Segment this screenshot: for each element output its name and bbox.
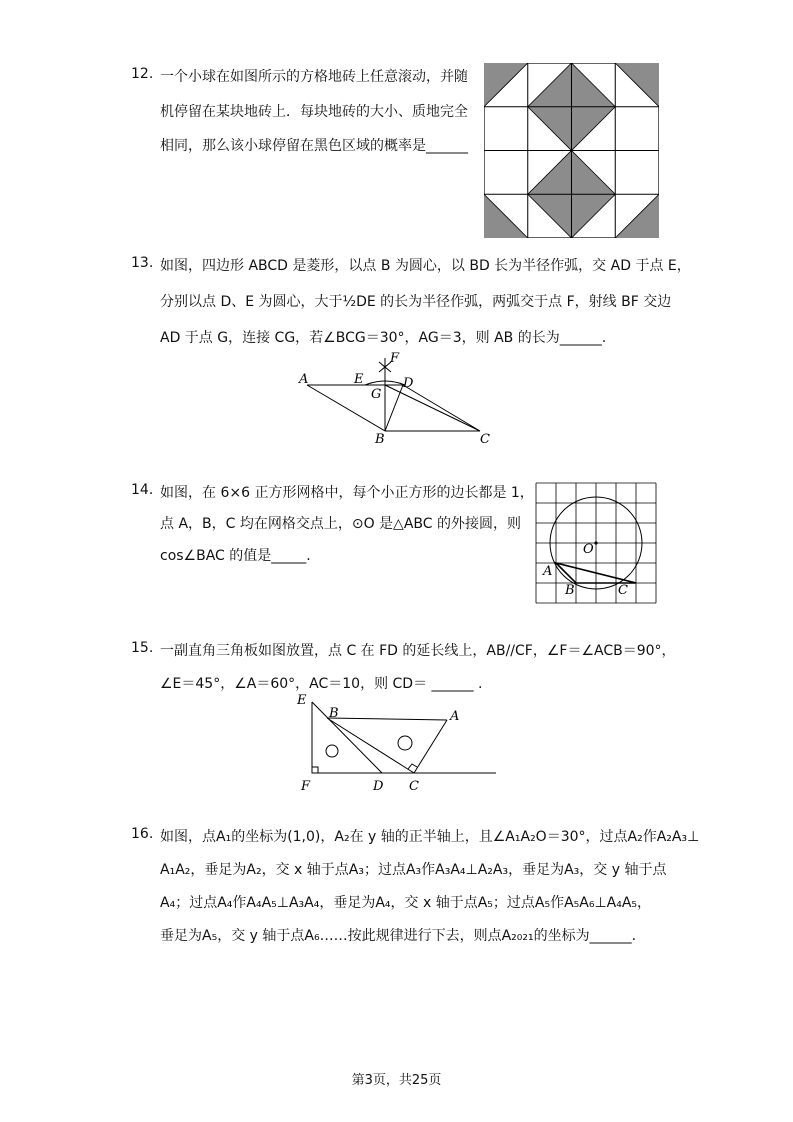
point-label-C: C xyxy=(480,432,490,447)
question-number: 15. xyxy=(131,640,154,656)
question-text-line: cos∠BAC 的值是_____. xyxy=(160,548,311,564)
question-number: 12. xyxy=(131,66,154,82)
rhombus-figure xyxy=(295,350,505,448)
point-label-E: E xyxy=(297,693,307,708)
point-label-A: A xyxy=(299,372,309,387)
question-number: 14. xyxy=(131,482,154,498)
point-label-B: B xyxy=(375,432,385,447)
tile-floor-figure xyxy=(484,63,659,238)
question-text-line: 如图，点A₁的坐标为(1,0)，A₂在 y 轴的正半轴上，且∠A₁A₂O＝30°，过点A₂作A₂A₃⊥ xyxy=(160,829,700,845)
question-text-line: 机停留在某块地砖上．每块地砖的大小、质地完全 xyxy=(160,104,468,120)
point-label-E: E xyxy=(354,372,364,387)
question-text-line: 点 A，B，C 均在网格交点上，⊙O 是△ABC 的外接圆，则 xyxy=(160,516,521,532)
point-label-A: A xyxy=(450,709,460,724)
question-text-line: A₄；过点A₄作A₄A₅⊥A₃A₄，垂足为A₄，交 x 轴于点A₅；过点A₅作A₅A₆⊥A₄A₅， xyxy=(160,895,652,911)
question-text-line: 相同，那么该小球停留在黑色区域的概率是______ xyxy=(160,138,468,154)
point-label-C: C xyxy=(618,583,628,598)
point-label-C: C xyxy=(409,779,419,794)
set-squares-figure xyxy=(292,690,502,794)
point-label-A: A xyxy=(543,564,553,579)
question-text-line: 如图，四边形 ABCD 是菱形，以点 B 为圆心，以 BD 长为半径作弧，交 AD 于点 E， xyxy=(160,258,691,274)
point-label-B: B xyxy=(565,583,575,598)
grid-circle-figure xyxy=(534,481,658,605)
question-text-line: AD 于点 G，连接 CG，若∠BCG＝30°，AG＝3，则 AB 的长为______. xyxy=(160,330,607,346)
question-number: 16. xyxy=(131,826,154,842)
point-label-D: D xyxy=(373,779,384,794)
question-text-line: 分别以点 D、E 为圆心，大于½DE 的长为半径作弧，两弧交于点 F，射线 BF 交边 xyxy=(160,294,672,310)
question-text-line: A₁A₂，垂足为A₂，交 x 轴于点A₃；过点A₃作A₃A₄⊥A₂A₃，垂足为A₃，交 y 轴于点 xyxy=(160,862,667,878)
question-text-line: 垂足为A₅，交 y 轴于点A₆……按此规律进行下去，则点A₂₀₂₁的坐标为______. xyxy=(160,928,637,944)
center-point xyxy=(594,541,597,544)
question-text-line: 如图，在 6×6 正方形网格中，每个小正方形的边长都是 1， xyxy=(160,485,534,501)
point-label-G: G xyxy=(371,387,382,402)
question-number: 13. xyxy=(131,255,154,271)
page-footer: 第3页，共25页 xyxy=(351,1073,442,1088)
question-text-line: 一个小球在如图所示的方格地砖上任意滚动，并随 xyxy=(160,69,468,85)
question-text-line: 一副直角三角板如图放置，点 C 在 FD 的延长线上，AB//CF，∠F＝∠ACB＝90°， xyxy=(160,643,676,659)
question-text-line: ∠E＝45°，∠A＝60°，AC＝10，则 CD＝ ______ . xyxy=(160,676,483,692)
point-label-F: F xyxy=(301,779,311,794)
point-label-O: O xyxy=(583,542,594,557)
point-label-D: D xyxy=(403,376,414,391)
point-label-F: F xyxy=(390,351,400,366)
point-label-B: B xyxy=(329,706,339,721)
